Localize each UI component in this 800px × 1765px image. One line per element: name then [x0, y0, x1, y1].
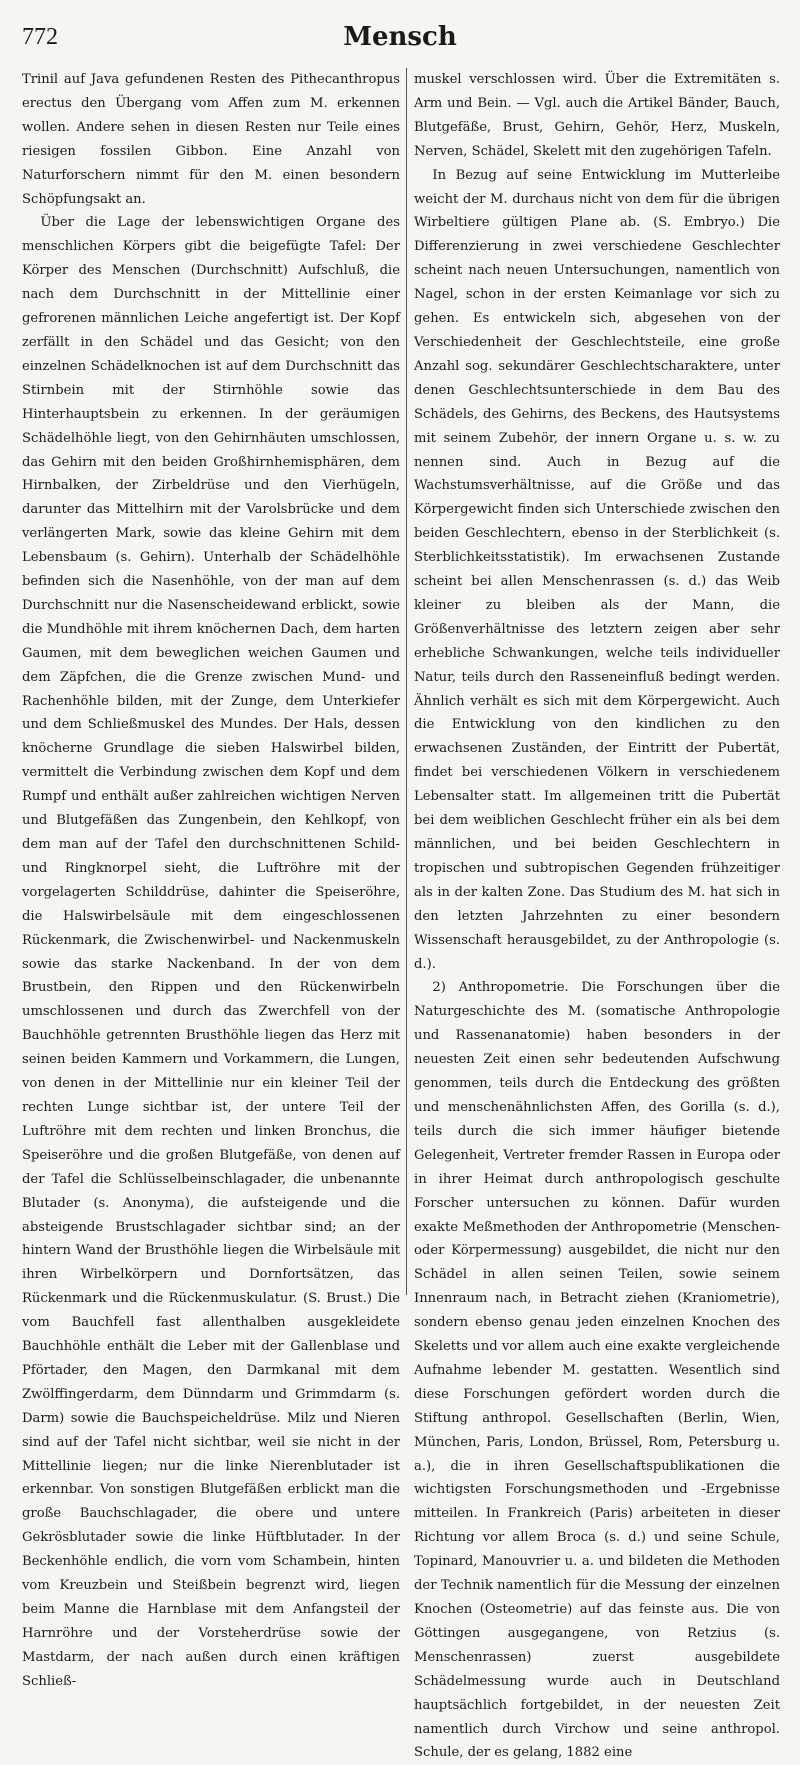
right-paragraph-1: muskel verschlossen wird. Über die Extremitäten s. Arm und Bein. — Vgl. auch die Artikel Bänder, Bauch, Blutgefäße, Brust, Gehirn, Gehör, Herz, Muskeln, Nerven, Schädel, Skelett mit den zugehörigen Tafeln.	[414, 72, 780, 159]
right-column	[414, 68, 780, 1765]
running-head: Mensch	[343, 22, 457, 52]
column-divider	[406, 68, 407, 1295]
page-number: 772	[22, 24, 58, 50]
left-paragraph-1: Trinil auf Java gefundenen Resten des Pithecanthropus erectus den Übergang vom Affen zum M. erkennen wollen. Andere sehen in diesen Resten nur Teile eines riesigen fossilen Gibbon. Eine Anzahl von Naturforschern nimmt für den M. einen besondern Schöpfungsakt an.	[22, 72, 400, 207]
right-paragraph-3: 2) Anthropometrie. Die Forschungen über die Naturgeschichte des M. (somatische Anthropologie und Rassenanatomie) haben besonders in der neuesten Zeit einen sehr bedeutenden Aufschwung genommen, teils durch die Entdeckung des größten und menschenähnlichsten Affen, des Gorilla (s. d.), teils durch die sich immer häufiger bietende Gelegenheit, Vertreter fremder Rassen in Europa oder in ihrer Heimat durch anthropologisch geschulte Forscher untersuchen zu können. Dafür wurden exakte Meßmethoden der Anthropometrie (Menschen- oder Körpermessung) ausgebildet, die nicht nur den Schädel in allen seinen Teilen, sowie seinem Innenraum nach, in Betracht ziehen (Kraniometrie), sondern ebenso genau jeden einzelnen Knochen des Skeletts und vor allem auch eine exakte vergleichende Aufnahme lebender M. gestatten. Wesentlich sind diese Forschungen gefördert worden durch die Stiftung anthropol. Gesellschaften (Berlin, Wien, München, Paris, London, Brüssel, Rom, Petersburg u. a.), die in ihren Gesellschaftspublikationen die wichtigsten Forschungsmethoden und -Ergebnisse mitteilen. In Frankreich (Paris) arbeiteten in dieser Richtung vor allem Broca (s. d.) und seine Schule, Topinard, Manouvrier u. a. und bildeten die Methoden der Technik namentlich für die Messung der einzelnen Knochen (Osteometrie) auf das feinste aus. Die von Göttingen ausgegangene, von Retzius (s. Menschenrassen) zuerst ausgebildete Schädelmessung wurde auch in Deutschland hauptsächlich fortgebildet, in der neuesten Zeit namentlich durch Virchow und seine anthropol. Schule, der es gelang, 1882 eine	[414, 980, 780, 1761]
left-column	[22, 68, 400, 1694]
page-header	[22, 22, 778, 62]
left-paragraph-2: Über die Lage der lebenswichtigen Organe des menschlichen Körpers gibt die beigefügte Tafel: Der Körper des Menschen (Durchschnitt) Aufschluß, die nach dem Durchschnitt in der Mittellinie einer gefrorenen männlichen Leiche angefertigt ist. Der Kopf zerfällt in den Schädel und das Gesicht; von den einzelnen Schädelknochen ist auf dem Durchschnitt das Stirnbein mit der Stirnhöhle sowie das Hinterhauptsbein zu erkennen. In der geräumigen Schädelhöhle liegt, von den Gehirnhäuten umschlossen, das Gehirn mit den beiden Großhirnhemisphären, dem Hirnbalken, der Zirbeldrüse und den Vierhügeln, darunter das Mittelhirn mit der Varolsbrücke und dem verlängerten Mark, sowie das kleine Gehirn mit dem Lebensbaum (s. Gehirn). Unterhalb der Schädelhöhle befinden sich die Nasenhöhle, von der man auf dem Durchschnitt nur die Nasenscheidewand erblickt, sowie die Mundhöhle mit ihrem knöchernen Dach, dem harten Gaumen, mit dem beweglichen weichen Gaumen und dem Zäpfchen, die die Grenze zwischen Mund- und Rachenhöhle bilden, mit der Zunge, dem Unterkiefer und dem Schließmuskel des Mundes. Der Hals, dessen knöcherne Grundlage die sieben Halswirbel bilden, vermittelt die Verbindung zwischen dem Kopf und dem Rumpf und enthält außer zahlreichen wichtigen Nerven und Blutgefäßen das Zungenbein, den Kehlkopf, von dem man auf der Tafel den durchschnittenen Schild- und Ringknorpel sieht, die Luftröhre mit der vorgelagerten Schilddrüse, dahinter die Speiseröhre, die Halswirbelsäule mit dem eingeschlossenen Rückenmark, die Zwischenwirbel- und Nackenmuskeln sowie das starke Nackenband. In der von dem Brustbein, den Rippen und den Rückenwirbeln umschlossenen und durch das Zwerchfell von der Bauchhöhle getrennten Brusthöhle liegen das Herz mit seinen beiden Kammern und Vorkammern, die Lungen, von denen in der Mittellinie nur ein kleiner Teil der rechten Lunge sichtbar ist, der untere Teil der Luftröhre mit dem rechten und linken Bronchus, die Speiseröhre und die großen Blutgefäße, von denen auf der Tafel die Schlüsselbeinschlagader, die unbenannte Blutader (s. Anonyma), die aufsteigende und die absteigende Brustschlagader sichtbar sind; an der hintern Wand der Brusthöhle liegen die Wirbelsäule mit ihren Wirbelkörpern und Dornfortsätzen, das Rückenmark und die Rückenmuskulatur. (S. Brust.) Die vom Bauchfell fast allenthalben ausgekleidete Bauchhöhle enthält die Leber mit der Gallenblase und Pförtader, den Magen, den Darmkanal mit dem Zwölffingerdarm, dem Dünndarm und Grimmdarm (s. Darm) sowie die Bauchspeicheldrüse. Milz und Nieren sind auf der Tafel nicht sichtbar, weil sie nicht in der Mittellinie liegen; nur die linke Nierenblutader ist erkennbar. Von sonstigen Blutgefäßen erblickt man die große Bauchschlagader, die obere und untere Gekrösblutader sowie die linke Hüftblutader. In der Beckenhöhle endlich, die vorn vom Schambein, hinten vom Kreuzbein und Steißbein begrenzt wird, liegen beim Manne die Harnblase mit dem Anfangsteil der Harnröhre und der Vorsteherdrüse sowie der Mastdarm, der nach außen durch einen kräftigen Schließ-	[22, 215, 400, 1689]
right-paragraph-2: In Bezug auf seine Entwicklung im Mutterleibe weicht der M. durchaus nicht von dem für die übrigen Wirbeltiere gültigen Plane ab. (S. Embryo.) Die Differenzierung in zwei verschiedene Geschlechter scheint nach neuen Untersuchungen, namentlich von Nagel, schon in der ersten Keimanlage vor sich zu gehen. Es entwickeln sich, abgesehen von der Verschiedenheit der Geschlechtsteile, eine große Anzahl sog. sekundärer Geschlechtscharaktere, unter denen Geschlechtsunterschiede in dem Bau des Schädels, des Gehirns, des Beckens, des Hautsystems mit seinem Zubehör, der innern Organe u. s. w. zu nennen sind. Auch in Bezug auf die Wachstumsverhältnisse, auf die Größe und das Körpergewicht finden sich Unterschiede zwischen den beiden Geschlechtern, ebenso in der Sterblichkeit (s. Sterblichkeitsstatistik). Im erwachsenen Zustande scheint bei allen Menschenrassen (s. d.) das Weib kleiner zu bleiben als der Mann, die Größenverhältnisse des letztern zeigen aber sehr erhebliche Schwankungen, welche teils individueller Natur, teils durch den Rasseneinfluß bedingt werden. Ähnlich verhält es sich mit dem Körpergewicht. Auch die Entwicklung von den kindlichen zu den erwachsenen Zuständen, der Eintritt der Pubertät, findet bei verschiedenen Völkern in verschiedenem Lebensalter statt. Im allgemeinen tritt die Pubertät bei dem weiblichen Geschlecht früher ein als bei dem männlichen, und bei beiden Geschlechtern in tropischen und subtropischen Gegenden frühzeitiger als in der kalten Zone. Das Studium des M. hat sich in den letzten Jahrzehnten zu einer besondern Wissenschaft herausgebildet, zu der Anthropologie (s. d.).	[414, 167, 780, 972]
